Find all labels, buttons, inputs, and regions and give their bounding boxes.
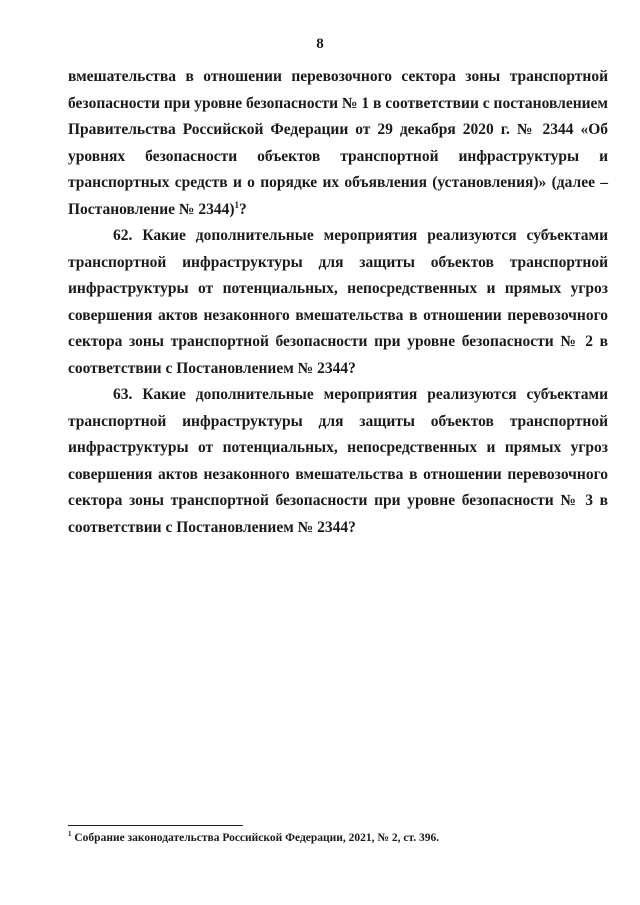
- paragraph-tail: ?: [239, 200, 247, 218]
- footnote-marker: 1: [68, 830, 72, 839]
- footnote-reference[interactable]: 1: [234, 199, 240, 210]
- document-body: [68, 64, 608, 541]
- footnote: [68, 831, 608, 846]
- paragraph-text: вмешательства в отношении перевозочного сектора зоны транспортной безопасности при уровне безопасности № 1 в соответствии с постановлением Правительства Российской Федерации от 29 декабря 2020 г. № 2344 «Об уровнях безопасности объектов транспортной инфраструктуры и транспортных средств и о порядке их объявления (установления)» (далее – Постановление № 2344): [68, 68, 608, 218]
- footnote-text: Собрание законодательства Российской Федерации, 2021, № 2, ст. 396.: [71, 832, 440, 844]
- paragraph-item-63: 63. Какие дополнительные мероприятия реализуются субъектами транспортной инфраструктуры для защиты объектов транспортной инфраструктуры от потенциальных, непосредственных и прямых угроз совершения актов незаконного вмешательства в отношении перевозочного сектора зоны транспортной безопасности при уровне безопасности № 3 в соответствии с Постановлением № 2344?: [68, 386, 608, 536]
- paragraph-continuation: [68, 64, 608, 223]
- footnote-divider: [68, 825, 243, 826]
- paragraph-item-62: 62. Какие дополнительные мероприятия реализуются субъектами транспортной инфраструктуры для защиты объектов транспортной инфраструктуры от потенциальных, непосредственных и прямых угроз совершения актов незаконного вмешательства в отношении перевозочного сектора зоны транспортной безопасности при уровне безопасности № 2 в соответствии с Постановлением № 2344?: [68, 227, 608, 377]
- page-number: 8: [316, 36, 324, 52]
